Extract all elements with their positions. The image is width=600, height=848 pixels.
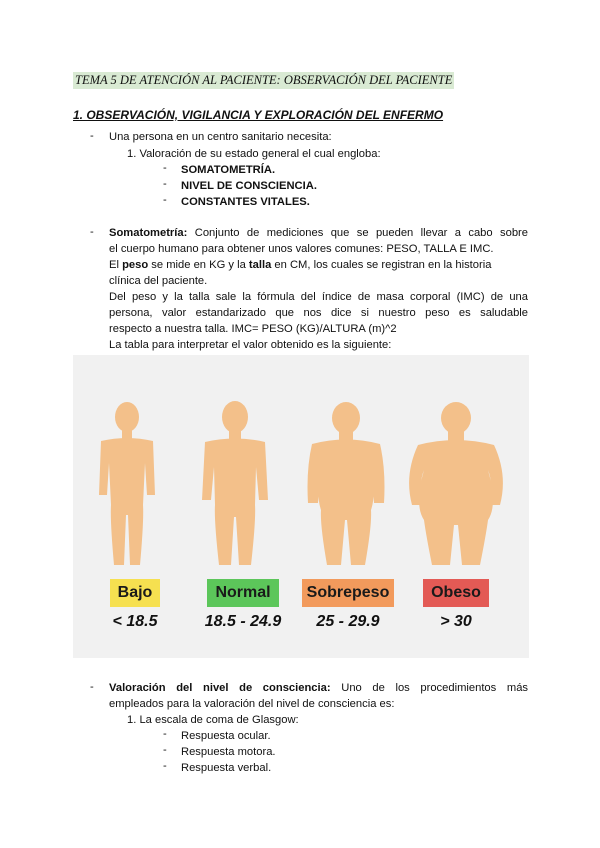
bullet-dash: - bbox=[163, 162, 167, 174]
bullet-dash: - bbox=[90, 226, 94, 238]
paragraph-line: el cuerpo humano para obtener unos valores comunes: PESO, TALLA E IMC. bbox=[109, 243, 494, 255]
sub-item: Respuesta ocular. bbox=[181, 730, 271, 742]
paragraph-line: respecto a nuestra talla. IMC= PESO (KG)/ALTURA (m)^2 bbox=[109, 323, 397, 335]
body-silhouette-obese bbox=[409, 402, 503, 565]
conciencia-line bbox=[109, 680, 528, 696]
bmi-range-sobrepeso: 25 - 29.9 bbox=[316, 613, 380, 630]
bullet-dash: - bbox=[90, 130, 94, 142]
paragraph-line: El peso se mide en KG y la talla en CM, los cuales se registran en la historia bbox=[109, 259, 492, 271]
sub-item: Respuesta motora. bbox=[181, 746, 276, 758]
somatometria-line bbox=[109, 225, 528, 241]
text: Conjunto de mediciones que se pueden llevar a cabo sobre bbox=[194, 227, 528, 239]
bullet-dash: - bbox=[163, 728, 167, 740]
bullet-dash: - bbox=[163, 760, 167, 772]
bullet-dash: - bbox=[163, 194, 167, 206]
body-silhouettes bbox=[73, 355, 529, 575]
bullet-dash: - bbox=[163, 744, 167, 756]
sub-item: NIVEL DE CONSCIENCIA. bbox=[181, 180, 317, 192]
bullet-dash: - bbox=[163, 178, 167, 190]
document-title: TEMA 5 DE ATENCIÓN AL PACIENTE: OBSERVACIÓN DEL PACIENTE bbox=[75, 73, 453, 87]
bmi-figure bbox=[73, 355, 529, 658]
sub-item: SOMATOMETRÍA. bbox=[181, 164, 276, 176]
body-silhouette-thin bbox=[99, 402, 155, 565]
bmi-range-bajo: < 18.5 bbox=[112, 613, 158, 630]
bmi-label-obeso: Obeso bbox=[423, 579, 489, 607]
bmi-label-bajo: Bajo bbox=[110, 579, 160, 607]
text: Uno de los procedimientos más bbox=[341, 682, 529, 694]
paragraph-line: empleados para la valoración del nivel de consciencia es: bbox=[109, 698, 395, 710]
sub-item: Respuesta verbal. bbox=[181, 762, 272, 774]
bmi-range-obeso: > 30 bbox=[440, 613, 472, 630]
intro-text: Una persona en un centro sanitario necesita: bbox=[109, 131, 332, 143]
term: Valoración del nivel de consciencia: bbox=[109, 682, 331, 694]
paragraph-line: clínica del paciente. bbox=[109, 275, 208, 287]
section-heading: 1. OBSERVACIÓN, VIGILANCIA Y EXPLORACIÓN DEL ENFERMO bbox=[73, 108, 444, 122]
sub-item: CONSTANTES VITALES. bbox=[181, 196, 310, 208]
numbered-item: 1. Valoración de su estado general el cual engloba: bbox=[127, 148, 381, 160]
body-silhouette-normal bbox=[202, 401, 268, 565]
paragraph-line: La tabla para interpretar el valor obtenido es la siguiente: bbox=[109, 339, 392, 351]
paragraph-line: Del peso y la talla sale la fórmula del índice de masa corporal (IMC) de una bbox=[109, 291, 528, 303]
term: Somatometría: bbox=[109, 227, 188, 239]
bullet-dash: - bbox=[90, 681, 94, 693]
bmi-range-normal: 18.5 - 24.9 bbox=[204, 613, 282, 630]
numbered-item: 1. La escala de coma de Glasgow: bbox=[127, 714, 299, 726]
paragraph-line: persona, valor estandarizado que nos dice si nuestro peso es saludable bbox=[109, 307, 528, 319]
bmi-label-sobrepeso: Sobrepeso bbox=[302, 579, 394, 607]
body-silhouette-overweight bbox=[308, 402, 385, 565]
bmi-label-normal: Normal bbox=[207, 579, 279, 607]
